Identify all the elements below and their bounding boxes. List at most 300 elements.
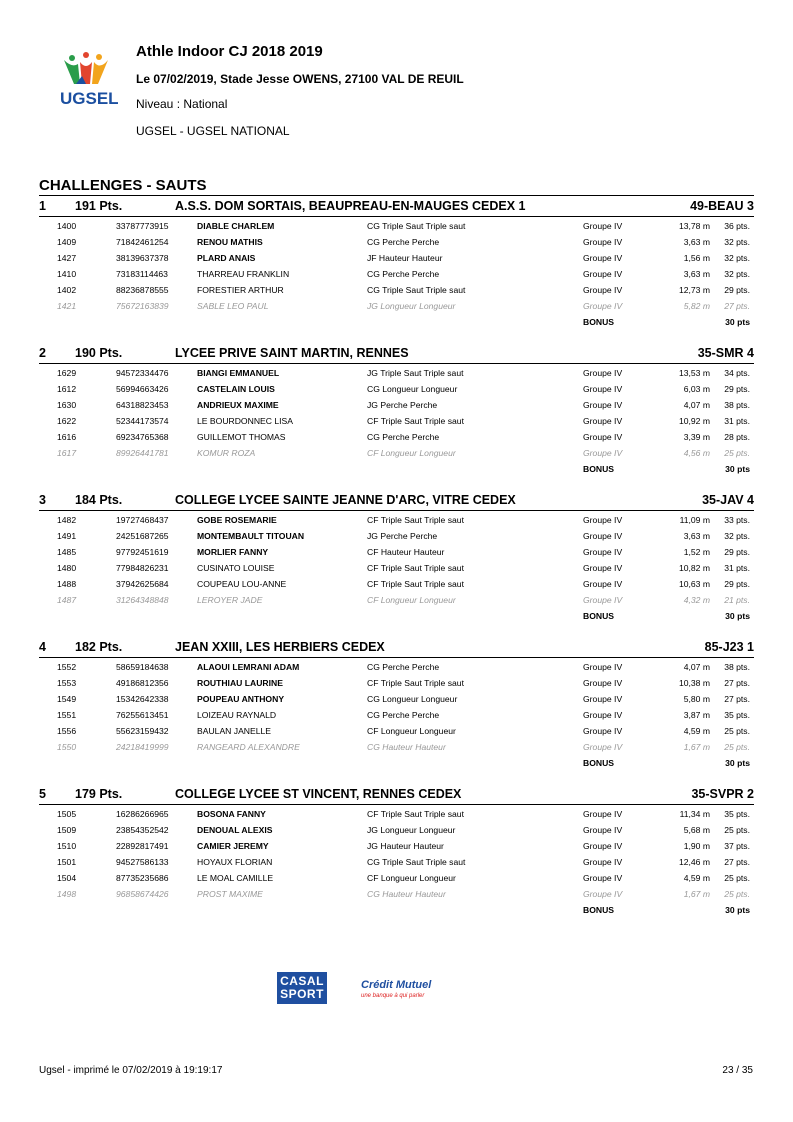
team-points: 184 Pts. xyxy=(75,493,123,507)
athlete-points: 36 pts. xyxy=(724,221,750,231)
athlete-row xyxy=(39,869,754,885)
athlete-row xyxy=(39,412,754,428)
athlete-name: CUSINATO LOUISE xyxy=(197,563,275,573)
licence-number: 76255613451 xyxy=(116,710,169,720)
athlete-row xyxy=(39,380,754,396)
bib-number: 1553 xyxy=(57,678,77,688)
group-label: Groupe IV xyxy=(583,301,623,311)
event-name: CF Triple Saut Triple saut xyxy=(367,416,464,426)
bonus-row xyxy=(39,901,754,917)
casal-line-2: SPORT xyxy=(280,987,324,1001)
athlete-name: MONTEMBAULT TITOUAN xyxy=(197,531,305,541)
event-level: Niveau : National xyxy=(136,97,228,111)
bib-number: 1556 xyxy=(57,726,77,736)
team-block xyxy=(39,196,754,329)
group-label: Groupe IV xyxy=(583,432,623,442)
team-points: 179 Pts. xyxy=(75,787,123,801)
athlete-points: 32 pts. xyxy=(724,269,750,279)
athlete-row xyxy=(39,690,754,706)
team-rank: 2 xyxy=(39,346,46,360)
athlete-name: BAULAN JANELLE xyxy=(197,726,272,736)
bonus-label: BONUS xyxy=(583,464,615,474)
athlete-name: LE BOURDONNEC LISA xyxy=(197,416,293,426)
athlete-points: 25 pts. xyxy=(724,889,750,899)
performance: 4,59 m xyxy=(683,726,710,736)
credit-mutuel-tagline: une banque à qui parler xyxy=(361,993,425,999)
team-code: 35-JAV 4 xyxy=(702,493,754,507)
licence-number: 19727468437 xyxy=(116,515,169,525)
event-name: CG Triple Saut Triple saut xyxy=(367,285,466,295)
performance: 4,07 m xyxy=(683,400,710,410)
event-name: CG Perche Perche xyxy=(367,662,440,672)
athlete-row xyxy=(39,396,754,412)
licence-number: 23854352542 xyxy=(116,825,169,835)
athlete-points: 25 pts. xyxy=(724,873,750,883)
athlete-row xyxy=(39,444,754,460)
group-label: Groupe IV xyxy=(583,400,623,410)
bib-number: 1410 xyxy=(57,269,77,279)
athlete-points: 33 pts. xyxy=(724,515,750,525)
group-label: Groupe IV xyxy=(583,825,623,835)
bib-number: 1552 xyxy=(57,662,77,672)
group-label: Groupe IV xyxy=(583,448,623,458)
team-rank: 3 xyxy=(39,493,46,507)
athlete-row xyxy=(39,837,754,853)
bonus-label: BONUS xyxy=(583,611,615,621)
event-name: CF Longueur Longueur xyxy=(367,726,456,736)
event-name: CG Longueur Longueur xyxy=(367,694,458,704)
team-header xyxy=(39,637,754,658)
athlete-points: 38 pts. xyxy=(724,400,750,410)
bib-number: 1409 xyxy=(57,237,77,247)
athlete-name: GUILLEMOT THOMAS xyxy=(197,432,286,442)
athlete-points: 35 pts. xyxy=(724,809,750,819)
performance: 10,92 m xyxy=(678,416,710,426)
bonus-row xyxy=(39,607,754,623)
licence-number: 77984826231 xyxy=(116,563,169,573)
performance: 3,63 m xyxy=(683,269,710,279)
group-label: Groupe IV xyxy=(583,694,623,704)
athlete-points: 29 pts. xyxy=(724,579,750,589)
performance: 11,34 m xyxy=(679,809,710,819)
bib-number: 1402 xyxy=(57,285,77,295)
athlete-points: 32 pts. xyxy=(724,531,750,541)
event-name: CF Hauteur Hauteur xyxy=(367,547,445,557)
event-name: CG Triple Saut Triple saut xyxy=(367,221,466,231)
licence-number: 24218419999 xyxy=(116,742,169,752)
licence-number: 37942625684 xyxy=(116,579,169,589)
event-name: CF Longueur Longueur xyxy=(367,448,456,458)
athlete-points: 35 pts. xyxy=(724,710,750,720)
team-list xyxy=(39,196,754,931)
athlete-name: RENOU MATHIS xyxy=(197,237,263,247)
performance: 5,80 m xyxy=(683,694,710,704)
event-name: CF Longueur Longueur xyxy=(367,595,456,605)
athlete-name: ROUTHIAU LAURINE xyxy=(197,678,283,688)
event-name: CG Triple Saut Triple saut xyxy=(367,857,466,867)
event-name: CF Longueur Longueur xyxy=(367,873,456,883)
group-label: Groupe IV xyxy=(583,857,623,867)
athlete-points: 25 pts. xyxy=(724,448,750,458)
group-label: Groupe IV xyxy=(583,416,623,426)
athlete-name: KOMUR ROZA xyxy=(197,448,256,458)
performance: 4,32 m xyxy=(683,595,710,605)
bib-number: 1491 xyxy=(57,531,77,541)
event-name: JG Triple Saut Triple saut xyxy=(367,368,464,378)
performance: 11,09 m xyxy=(679,515,710,525)
bib-number: 1501 xyxy=(57,857,77,867)
bonus-points: 30 pts xyxy=(725,611,750,621)
event-name: CG Perche Perche xyxy=(367,432,440,442)
bonus-row xyxy=(39,313,754,329)
group-label: Groupe IV xyxy=(583,531,623,541)
athlete-points: 32 pts. xyxy=(724,253,750,263)
licence-number: 71842461254 xyxy=(116,237,169,247)
athlete-name: MORLIER FANNY xyxy=(197,547,269,557)
group-label: Groupe IV xyxy=(583,809,623,819)
team-block xyxy=(39,490,754,623)
athlete-points: 31 pts. xyxy=(724,563,750,573)
team-code: 35-SMR 4 xyxy=(697,346,754,360)
team-header xyxy=(39,784,754,805)
sponsors xyxy=(277,972,447,1004)
licence-number: 87735235686 xyxy=(116,873,169,883)
event-date-place: Le 07/02/2019, Stade Jesse OWENS, 27100 VAL DE REUIL xyxy=(136,72,464,86)
team-rank: 1 xyxy=(39,199,46,213)
athlete-points: 28 pts. xyxy=(724,432,750,442)
performance: 4,59 m xyxy=(683,873,710,883)
bonus-row xyxy=(39,754,754,770)
team-header xyxy=(39,196,754,217)
bonus-points: 30 pts xyxy=(725,464,750,474)
athlete-name: HOYAUX FLORIAN xyxy=(197,857,273,867)
bonus-label: BONUS xyxy=(583,905,615,915)
athlete-name: DENOUAL ALEXIS xyxy=(197,825,273,835)
licence-number: 52344173574 xyxy=(116,416,169,426)
team-block xyxy=(39,637,754,770)
licence-number: 64318823453 xyxy=(116,400,169,410)
athlete-name: FORESTIER ARTHUR xyxy=(197,285,284,295)
event-name: CF Triple Saut Triple saut xyxy=(367,563,464,573)
bib-number: 1617 xyxy=(57,448,77,458)
team-name: COLLEGE LYCEE ST VINCENT, RENNES CEDEX xyxy=(175,787,462,801)
performance: 3,87 m xyxy=(683,710,710,720)
licence-number: 38139637378 xyxy=(116,253,169,263)
athlete-row xyxy=(39,559,754,575)
athlete-row xyxy=(39,575,754,591)
bib-number: 1551 xyxy=(57,710,77,720)
athlete-row xyxy=(39,706,754,722)
licence-number: 22892817491 xyxy=(116,841,169,851)
performance: 4,07 m xyxy=(683,662,710,672)
performance: 1,67 m xyxy=(683,889,710,899)
licence-number: 88236878555 xyxy=(116,285,169,295)
group-label: Groupe IV xyxy=(583,384,623,394)
performance: 6,03 m xyxy=(683,384,710,394)
bib-number: 1510 xyxy=(57,841,77,851)
licence-number: 15342642338 xyxy=(116,694,169,704)
licence-number: 94527586133 xyxy=(116,857,169,867)
performance: 12,73 m xyxy=(678,285,710,295)
event-name: CF Triple Saut Triple saut xyxy=(367,579,464,589)
athlete-name: LOIZEAU RAYNALD xyxy=(197,710,277,720)
casal-line-1: CASAL xyxy=(280,974,324,988)
bib-number: 1488 xyxy=(57,579,77,589)
licence-number: 73183114463 xyxy=(116,269,168,279)
bib-number: 1550 xyxy=(57,742,77,752)
athlete-name: PROST MAXIME xyxy=(197,889,263,899)
athlete-points: 29 pts. xyxy=(724,384,750,394)
athlete-name: ANDRIEUX MAXIME xyxy=(197,400,279,410)
performance: 3,63 m xyxy=(683,531,710,541)
licence-number: 97792451619 xyxy=(116,547,169,557)
bib-number: 1630 xyxy=(57,400,77,410)
bib-number: 1629 xyxy=(57,368,77,378)
team-header xyxy=(39,343,754,364)
event-name: CF Triple Saut Triple saut xyxy=(367,678,464,688)
event-name: JG Perche Perche xyxy=(367,400,438,410)
bib-number: 1427 xyxy=(57,253,77,263)
licence-number: 31264348848 xyxy=(116,595,169,605)
bib-number: 1487 xyxy=(57,595,77,605)
group-label: Groupe IV xyxy=(583,889,623,899)
athlete-name: BOSONA FANNY xyxy=(197,809,266,819)
athlete-row xyxy=(39,821,754,837)
athlete-row xyxy=(39,674,754,690)
athlete-name: LE MOAL CAMILLE xyxy=(197,873,274,883)
team-rank: 4 xyxy=(39,640,46,654)
performance: 10,63 m xyxy=(678,579,710,589)
athlete-points: 27 pts. xyxy=(724,857,750,867)
event-name: CG Hauteur Hauteur xyxy=(367,742,446,752)
credit-mutuel-logo xyxy=(361,975,431,999)
performance: 1,90 m xyxy=(683,841,710,851)
ugsel-logo xyxy=(58,52,128,108)
performance: 12,46 m xyxy=(678,857,710,867)
group-label: Groupe IV xyxy=(583,726,623,736)
group-label: Groupe IV xyxy=(583,221,623,231)
event-name: CG Perche Perche xyxy=(367,269,440,279)
event-name: CF Triple Saut Triple saut xyxy=(367,809,464,819)
event-name: CG Perche Perche xyxy=(367,237,440,247)
licence-number: 96858674426 xyxy=(116,889,169,899)
athlete-name: THARREAU FRANKLIN xyxy=(197,269,290,279)
performance: 3,63 m xyxy=(683,237,710,247)
group-label: Groupe IV xyxy=(583,285,623,295)
licence-number: 24251687265 xyxy=(116,531,169,541)
group-label: Groupe IV xyxy=(583,841,623,851)
bonus-points: 30 pts xyxy=(725,758,750,768)
group-label: Groupe IV xyxy=(583,678,623,688)
event-name: CG Longueur Longueur xyxy=(367,384,458,394)
athlete-row xyxy=(39,805,754,821)
athlete-name: CASTELAIN LOUIS xyxy=(197,384,275,394)
event-name: JG Perche Perche xyxy=(367,531,438,541)
athlete-row xyxy=(39,885,754,901)
athlete-row xyxy=(39,658,754,674)
athlete-row xyxy=(39,233,754,249)
team-name: JEAN XXIII, LES HERBIERS CEDEX xyxy=(175,640,385,654)
svg-text:UGSEL: UGSEL xyxy=(60,89,119,108)
team-points: 191 Pts. xyxy=(75,199,123,213)
athlete-row xyxy=(39,249,754,265)
bib-number: 1549 xyxy=(57,694,77,704)
page-number: 23 / 35 xyxy=(722,1065,753,1076)
event-name: CF Triple Saut Triple saut xyxy=(367,515,464,525)
athlete-row xyxy=(39,853,754,869)
team-block xyxy=(39,784,754,917)
event-title: Athle Indoor CJ 2018 2019 xyxy=(136,43,323,60)
team-rank: 5 xyxy=(39,787,46,801)
bonus-points: 30 pts xyxy=(725,905,750,915)
licence-number: 33787773915 xyxy=(116,221,169,231)
group-label: Groupe IV xyxy=(583,237,623,247)
bib-number: 1498 xyxy=(57,889,77,899)
performance: 10,38 m xyxy=(678,678,710,688)
athlete-points: 29 pts. xyxy=(724,285,750,295)
athlete-name: PLARD ANAIS xyxy=(197,253,256,263)
athlete-points: 38 pts. xyxy=(724,662,750,672)
performance: 5,82 m xyxy=(683,301,710,311)
performance: 13,78 m xyxy=(678,221,710,231)
athlete-name: BIANGI EMMANUEL xyxy=(197,368,280,378)
performance: 1,67 m xyxy=(683,742,710,752)
athlete-points: 27 pts. xyxy=(724,678,750,688)
group-label: Groupe IV xyxy=(583,269,623,279)
athlete-name: COUPEAU LOU-ANNE xyxy=(197,579,287,589)
event-name: JG Longueur Longueur xyxy=(367,301,456,311)
group-label: Groupe IV xyxy=(583,710,623,720)
team-name: COLLEGE LYCEE SAINTE JEANNE D'ARC, VITRE CEDEX xyxy=(175,493,516,507)
athlete-row xyxy=(39,738,754,754)
team-points: 190 Pts. xyxy=(75,346,123,360)
group-label: Groupe IV xyxy=(583,742,623,752)
athlete-name: POUPEAU ANTHONY xyxy=(197,694,285,704)
athlete-row xyxy=(39,511,754,527)
athlete-points: 32 pts. xyxy=(724,237,750,247)
athlete-row xyxy=(39,265,754,281)
athlete-points: 29 pts. xyxy=(724,547,750,557)
athlete-points: 21 pts. xyxy=(724,595,750,605)
athlete-row xyxy=(39,428,754,444)
bib-number: 1505 xyxy=(57,809,77,819)
credit-mutuel-name: Crédit Mutuel xyxy=(361,979,432,991)
performance: 1,56 m xyxy=(683,253,710,263)
athlete-points: 31 pts. xyxy=(724,416,750,426)
athlete-points: 25 pts. xyxy=(724,742,750,752)
athlete-row xyxy=(39,722,754,738)
event-organization: UGSEL - UGSEL NATIONAL xyxy=(136,124,290,138)
bib-number: 1400 xyxy=(57,221,77,231)
performance: 10,82 m xyxy=(678,563,710,573)
bonus-row xyxy=(39,460,754,476)
athlete-points: 34 pts. xyxy=(724,368,750,378)
group-label: Groupe IV xyxy=(583,662,623,672)
athlete-row xyxy=(39,364,754,380)
licence-number: 58659184638 xyxy=(116,662,169,672)
team-code: 35-SVPR 2 xyxy=(691,787,754,801)
footer-printed: Ugsel - imprimé le 07/02/2019 à 19:19:17 xyxy=(39,1065,223,1076)
group-label: Groupe IV xyxy=(583,368,623,378)
group-label: Groupe IV xyxy=(583,253,623,263)
licence-number: 89926441781 xyxy=(116,448,169,458)
team-code: 85-J23 1 xyxy=(704,640,754,654)
athlete-points: 27 pts. xyxy=(724,301,750,311)
group-label: Groupe IV xyxy=(583,515,623,525)
performance: 3,39 m xyxy=(683,432,710,442)
athlete-points: 25 pts. xyxy=(724,726,750,736)
bonus-label: BONUS xyxy=(583,758,615,768)
group-label: Groupe IV xyxy=(583,547,623,557)
athlete-row xyxy=(39,217,754,233)
group-label: Groupe IV xyxy=(583,873,623,883)
bib-number: 1504 xyxy=(57,873,77,883)
athlete-name: CAMIER JEREMY xyxy=(197,841,269,851)
performance: 4,56 m xyxy=(683,448,710,458)
athlete-points: 27 pts. xyxy=(724,694,750,704)
licence-number: 94572334476 xyxy=(116,368,169,378)
athlete-points: 37 pts. xyxy=(724,841,750,851)
bib-number: 1485 xyxy=(57,547,77,557)
performance: 5,68 m xyxy=(683,825,710,835)
athlete-name: RANGEARD ALEXANDRE xyxy=(197,742,300,752)
athlete-name: SABLE LEO PAUL xyxy=(197,301,269,311)
bib-number: 1482 xyxy=(57,515,77,525)
group-label: Groupe IV xyxy=(583,579,623,589)
event-name: JF Hauteur Hauteur xyxy=(367,253,443,263)
athlete-row xyxy=(39,591,754,607)
licence-number: 69234765368 xyxy=(116,432,169,442)
team-points: 182 Pts. xyxy=(75,640,123,654)
team-block xyxy=(39,343,754,476)
bib-number: 1612 xyxy=(57,384,77,394)
team-header xyxy=(39,490,754,511)
licence-number: 16286266965 xyxy=(116,809,169,819)
team-name: LYCEE PRIVE SAINT MARTIN, RENNES xyxy=(175,346,409,360)
performance: 13,53 m xyxy=(678,368,710,378)
group-label: Groupe IV xyxy=(583,595,623,605)
bib-number: 1616 xyxy=(57,432,77,442)
bonus-label: BONUS xyxy=(583,317,615,327)
event-name: JG Hauteur Hauteur xyxy=(367,841,444,851)
bonus-points: 30 pts xyxy=(725,317,750,327)
team-name: A.S.S. DOM SORTAIS, BEAUPREAU-EN-MAUGES CEDEX 1 xyxy=(175,199,526,213)
athlete-row xyxy=(39,543,754,559)
licence-number: 55623159432 xyxy=(116,726,169,736)
event-name: JG Longueur Longueur xyxy=(367,825,456,835)
bib-number: 1509 xyxy=(57,825,77,835)
bib-number: 1622 xyxy=(57,416,77,426)
bib-number: 1421 xyxy=(57,301,77,311)
athlete-row xyxy=(39,281,754,297)
licence-number: 49186812356 xyxy=(116,678,169,688)
athlete-name: LEROYER JADE xyxy=(197,595,263,605)
athlete-name: ALAOUI LEMRANI ADAM xyxy=(197,662,300,672)
athlete-row xyxy=(39,297,754,313)
athlete-row xyxy=(39,527,754,543)
team-code: 49-BEAU 3 xyxy=(690,199,754,213)
casal-sport-logo xyxy=(277,972,327,1004)
athlete-name: GOBE ROSEMARIE xyxy=(197,515,277,525)
performance: 1,52 m xyxy=(683,547,710,557)
athlete-points: 25 pts. xyxy=(724,825,750,835)
licence-number: 56994663426 xyxy=(116,384,169,394)
licence-number: 75672163839 xyxy=(116,301,169,311)
group-label: Groupe IV xyxy=(583,563,623,573)
section-title: CHALLENGES - SAUTS xyxy=(39,177,207,194)
event-name: CG Hauteur Hauteur xyxy=(367,889,446,899)
event-name: CG Perche Perche xyxy=(367,710,440,720)
